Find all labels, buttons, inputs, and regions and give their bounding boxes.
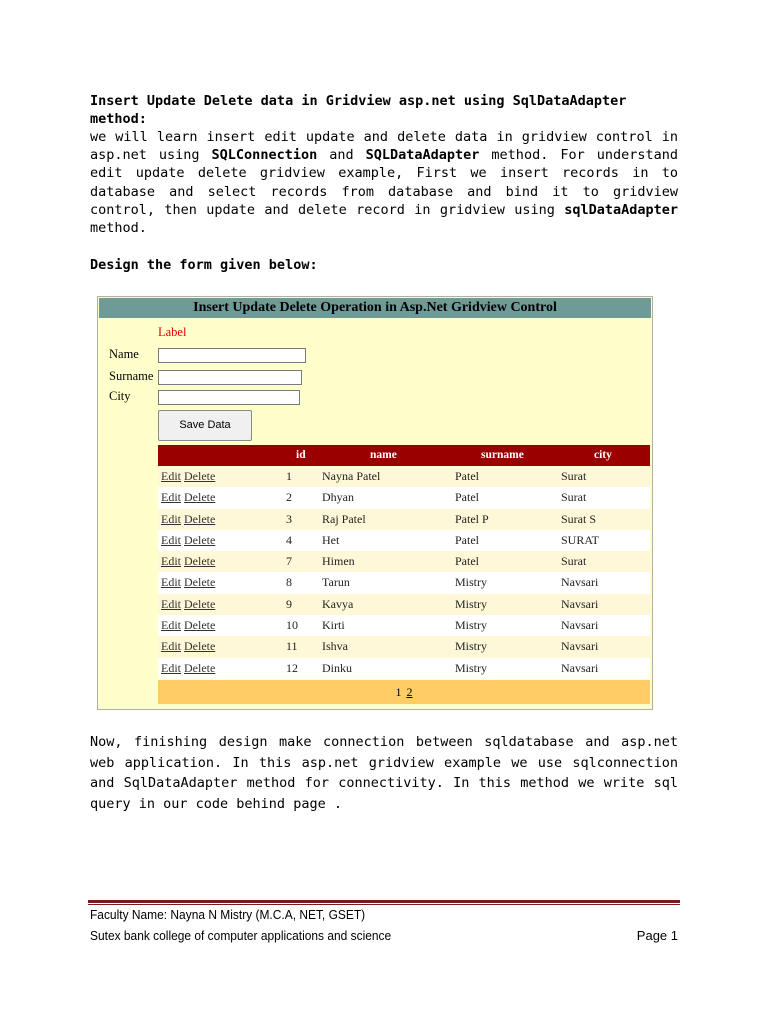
table-row bbox=[158, 530, 650, 551]
footer-divider-thin bbox=[88, 904, 680, 905]
table-row bbox=[158, 572, 650, 593]
cell-city: Surat bbox=[561, 490, 587, 505]
delete-link[interactable]: Delete bbox=[184, 618, 216, 633]
grid-pager bbox=[158, 680, 650, 704]
header-name[interactable]: name bbox=[370, 449, 397, 461]
edit-link[interactable]: Edit bbox=[161, 575, 181, 590]
form-screenshot bbox=[97, 296, 653, 710]
table-row bbox=[158, 509, 650, 530]
header-id[interactable]: id bbox=[296, 449, 306, 461]
save-data-button[interactable]: Save Data bbox=[158, 410, 252, 441]
cell-surname: Patel bbox=[455, 532, 479, 547]
delete-link[interactable]: Delete bbox=[184, 575, 216, 590]
delete-link[interactable]: Delete bbox=[184, 639, 216, 654]
edit-link[interactable]: Edit bbox=[161, 596, 181, 611]
cell-surname: Mistry bbox=[455, 618, 488, 633]
cell-name: Dhyan bbox=[322, 490, 354, 505]
sqldataadapter-term: SQLDataAdapter bbox=[365, 147, 480, 164]
row-actions bbox=[161, 530, 215, 551]
table-row bbox=[158, 466, 650, 487]
cell-city: Navsari bbox=[561, 660, 599, 675]
row-actions bbox=[161, 466, 215, 487]
row-actions bbox=[161, 636, 215, 657]
grid-header-row bbox=[158, 445, 650, 466]
cell-city: Surat S bbox=[561, 511, 597, 526]
intro-text: we will learn insert edit update and delete data in gridview control in asp.net using bbox=[90, 129, 678, 164]
cell-id: 1 bbox=[286, 469, 292, 483]
table-row bbox=[158, 658, 650, 679]
edit-link[interactable]: Edit bbox=[161, 618, 181, 633]
row-actions bbox=[161, 594, 215, 615]
sqldataadapter-lower-term: sqlDataAdapter bbox=[564, 201, 678, 218]
cell-surname: Mistry bbox=[455, 575, 488, 590]
cell-id: 4 bbox=[286, 532, 292, 547]
message-label: Label bbox=[158, 325, 187, 339]
cell-city: Navsari bbox=[561, 639, 599, 654]
cell-name: Ishva bbox=[322, 639, 348, 654]
edit-link[interactable]: Edit bbox=[161, 490, 181, 505]
cell-name: Himen bbox=[322, 554, 355, 569]
cell-id: 2 bbox=[286, 490, 292, 505]
table-row bbox=[158, 636, 650, 657]
footer-college: Sutex bank college of computer applications and science bbox=[90, 928, 392, 943]
header-surname[interactable]: surname bbox=[481, 449, 524, 461]
edit-link[interactable]: Edit bbox=[161, 660, 181, 675]
intro-paragraph bbox=[90, 128, 678, 237]
pager-current-page: 1 bbox=[395, 684, 402, 699]
cell-id: 12 bbox=[286, 660, 298, 675]
table-row bbox=[158, 594, 650, 615]
form-title: Insert Update Delete Operation in Asp.Net Gridview Control bbox=[99, 298, 651, 318]
cell-id: 7 bbox=[286, 554, 292, 569]
cell-name: Tarun bbox=[322, 575, 350, 590]
footer-faculty: Faculty Name: Nayna N Mistry (M.C.A, NET, GSET) bbox=[90, 907, 366, 922]
cell-name: Dinku bbox=[322, 660, 352, 675]
cell-city: SURAT bbox=[561, 532, 600, 547]
name-label: Name bbox=[109, 347, 139, 361]
header-city[interactable]: city bbox=[594, 449, 612, 461]
intro-text: method. For understand edit update delete gridview example, First we insert records in to database and select records from database and bind it to gridview control, then update and delete record in gridview using bbox=[90, 147, 678, 218]
cell-name: Kavya bbox=[322, 596, 354, 611]
cell-name: Het bbox=[322, 532, 340, 547]
cell-surname: Mistry bbox=[455, 660, 488, 675]
table-row bbox=[158, 615, 650, 636]
cell-id: 8 bbox=[286, 575, 292, 590]
edit-link[interactable]: Edit bbox=[161, 554, 181, 569]
cell-surname: Patel bbox=[455, 490, 479, 505]
design-heading: Design the form given below: bbox=[90, 257, 318, 273]
cell-name: Raj Patel bbox=[322, 511, 366, 526]
delete-link[interactable]: Delete bbox=[184, 490, 216, 505]
cell-name: Nayna Patel bbox=[322, 469, 381, 483]
cell-id: 11 bbox=[286, 639, 298, 654]
row-actions bbox=[161, 509, 215, 530]
edit-link[interactable]: Edit bbox=[161, 532, 181, 547]
delete-link[interactable]: Delete bbox=[184, 469, 216, 483]
cell-name: Kirti bbox=[322, 618, 345, 633]
cell-city: Navsari bbox=[561, 618, 599, 633]
edit-link[interactable]: Edit bbox=[161, 639, 181, 654]
row-actions bbox=[161, 551, 215, 572]
cell-surname: Patel P bbox=[455, 511, 489, 526]
grid-body bbox=[158, 466, 650, 679]
cell-surname: Patel bbox=[455, 554, 479, 569]
delete-link[interactable]: Delete bbox=[184, 596, 216, 611]
cell-city: Navsari bbox=[561, 575, 599, 590]
edit-link[interactable]: Edit bbox=[161, 469, 181, 483]
cell-city: Navsari bbox=[561, 596, 599, 611]
surname-input[interactable] bbox=[158, 370, 302, 385]
delete-link[interactable]: Delete bbox=[184, 660, 216, 675]
intro-text: and bbox=[317, 147, 366, 164]
table-row bbox=[158, 551, 650, 572]
cell-city: Surat bbox=[561, 469, 587, 483]
row-actions bbox=[161, 487, 215, 508]
document-heading: Insert Update Delete data in Gridview asp.net using SqlDataAdapter method: bbox=[90, 93, 627, 128]
cell-id: 3 bbox=[286, 511, 292, 526]
row-actions bbox=[161, 658, 215, 679]
data-gridview bbox=[158, 445, 650, 704]
city-label: City bbox=[109, 389, 131, 403]
delete-link[interactable]: Delete bbox=[184, 532, 216, 547]
pager-page-link[interactable]: 2 bbox=[406, 684, 413, 699]
cell-city: Surat bbox=[561, 554, 587, 569]
delete-link[interactable]: Delete bbox=[184, 554, 216, 569]
cell-id: 9 bbox=[286, 596, 292, 611]
cell-surname: Patel bbox=[455, 469, 479, 483]
cell-surname: Mistry bbox=[455, 596, 488, 611]
table-row bbox=[158, 487, 650, 508]
name-input[interactable] bbox=[158, 348, 306, 363]
edit-link[interactable]: Edit bbox=[161, 511, 181, 526]
footer-divider bbox=[88, 900, 680, 903]
row-actions bbox=[161, 615, 215, 636]
intro-text: method. bbox=[90, 220, 147, 237]
cell-surname: Mistry bbox=[455, 639, 488, 654]
delete-link[interactable]: Delete bbox=[184, 511, 216, 526]
surname-label: Surname bbox=[109, 369, 154, 383]
city-input[interactable] bbox=[158, 390, 300, 405]
cell-id: 10 bbox=[286, 618, 298, 633]
sqlconnection-term: SQLConnection bbox=[211, 147, 318, 164]
footer-page-number: Page 1 bbox=[636, 928, 678, 943]
outro-paragraph: Now, finishing design make connection between sqldatabase and asp.net web application. In this asp.net gridview example we use sqlconnection and SqlDataAdapter method for connectivity. In this method we write sql query in our code behind page . bbox=[90, 734, 678, 812]
row-actions bbox=[161, 572, 215, 593]
